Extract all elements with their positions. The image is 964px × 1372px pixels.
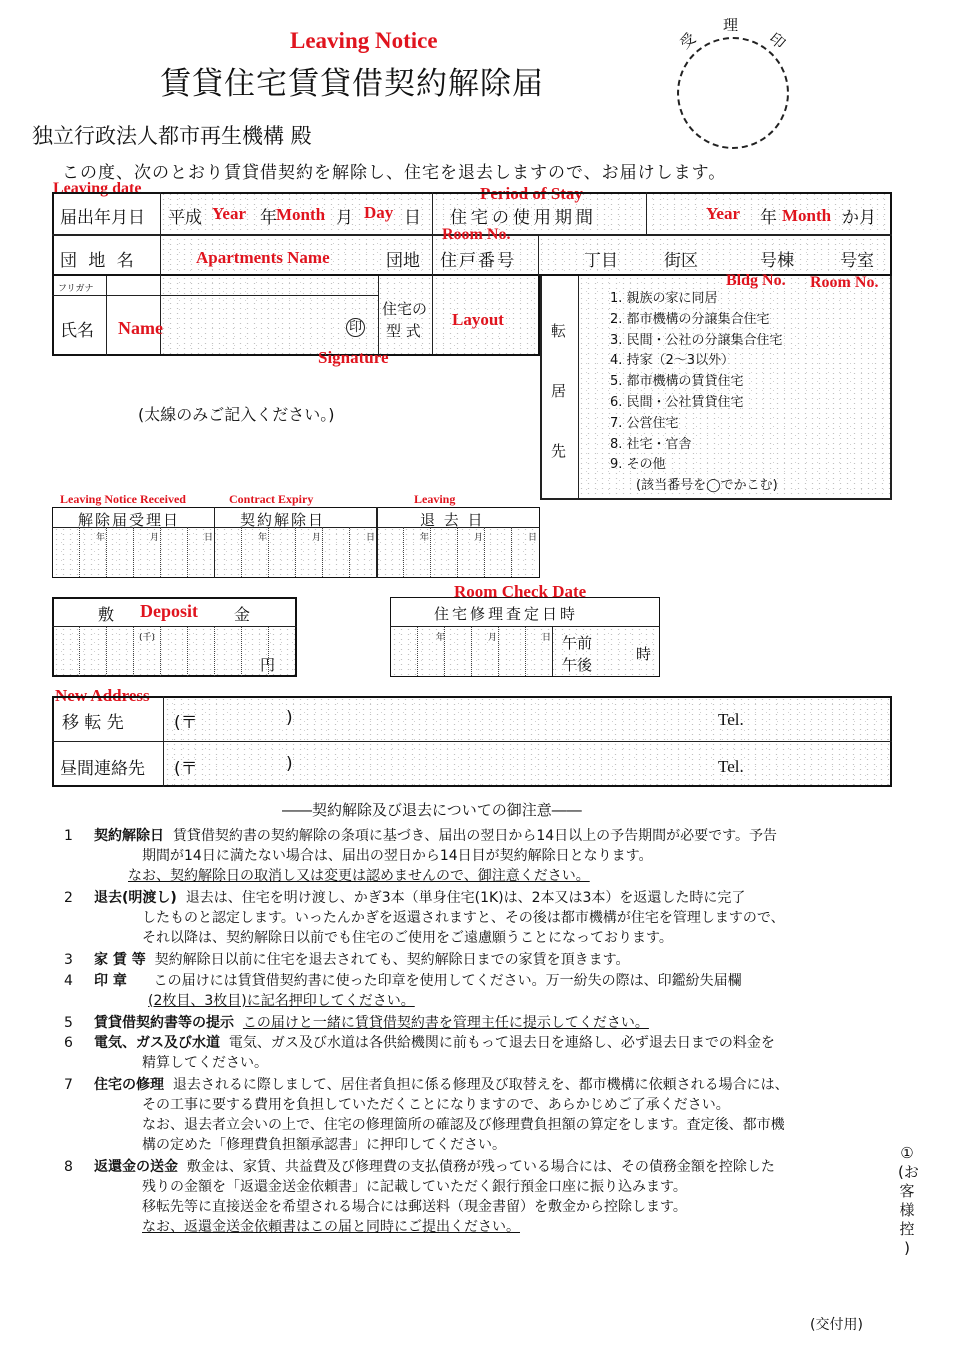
note-title: 住宅の修理 — [94, 1077, 164, 1093]
cell-divider — [403, 527, 404, 577]
note-line: なお、退去者立会いの上で、住宅の修理箇所の確認及び修理費負担額の算定をします。査定後、都市機 — [142, 1117, 785, 1133]
note-number: 7 — [64, 1077, 73, 1093]
name-input[interactable]: Name — [118, 318, 163, 338]
year-unit: 年 — [260, 208, 277, 228]
side-char: 控 — [899, 1220, 915, 1238]
notes-heading: ――契約解除及び退去についての御注意―― — [282, 801, 582, 819]
signature-label-en: Signature — [318, 348, 389, 367]
leaving-label-en: Leaving — [414, 492, 456, 506]
leave-date-label: 退 去 日 — [420, 511, 485, 529]
note-line: 退去は、住宅を明け渡し、かぎ3本（単身住宅(1K)は、2本又は3本）を返還した時に完了 — [185, 890, 746, 906]
month-unit: 月 — [336, 208, 353, 228]
room-check-label-en: Room Check Date — [454, 582, 587, 601]
period-month-input[interactable]: Month — [782, 206, 832, 225]
cell-divider — [525, 627, 526, 676]
month-input[interactable]: Month — [276, 205, 326, 224]
note-line: 移転先等に直接送金を希望される場合には郵送料（現金書留）を敷金から控除します。 — [142, 1199, 687, 1215]
day-tick: 日 — [204, 533, 214, 543]
yen-unit: 円 — [260, 656, 276, 674]
english-title: Leaving Notice — [290, 28, 438, 53]
month-tick: 月 — [312, 533, 322, 543]
house-type-label-2: 型 式 — [386, 322, 421, 340]
destination-label-1: 転 — [551, 322, 567, 340]
period-month-unit: か月 — [842, 208, 876, 228]
day-tick: 日 — [542, 633, 552, 643]
col-divider — [106, 276, 107, 356]
gotou-unit: 号棟 — [760, 251, 794, 271]
note-line: この届けには賃貸借契約書に使った印章を使用してください。万一紛失の際は、印鑑紛失届欄 — [153, 973, 742, 989]
zip-close: ) — [286, 708, 293, 728]
move-tel-label: Tel. — [718, 710, 744, 729]
destination-option[interactable]: 7. 公営住宅 — [610, 415, 679, 431]
destination-option[interactable]: 5. 都市機構の賃貸住宅 — [610, 374, 744, 390]
note-number: 6 — [64, 1035, 73, 1051]
note-3 — [64, 950, 630, 970]
thousand-marker: (千) — [139, 633, 156, 643]
note-title: 電気、ガス及び水道 — [94, 1035, 220, 1051]
cell-divider — [133, 527, 134, 577]
period-label-en: Period of Stay — [480, 184, 583, 203]
side-char: ① — [900, 1144, 914, 1162]
furigana-divider — [52, 295, 378, 296]
cell-divider — [295, 527, 296, 577]
note-number: 3 — [64, 952, 73, 968]
received-label-en: Leaving Notice Received — [60, 492, 186, 506]
note-line: 賃貸借契約書の契約解除の条項に基づき、届出の翌日から14日以上の予告期間が必要です。予告 — [172, 828, 778, 844]
chome-unit: 丁目 — [584, 251, 618, 271]
year-input[interactable]: Year — [212, 204, 246, 223]
row-divider — [52, 626, 297, 627]
zip-close: ) — [286, 754, 293, 774]
name-label: 氏名 — [60, 321, 94, 341]
note-line: 敷金は、家賃、共益費及び修理費の支払債務が残っている場合には、その債務金額を控除した — [186, 1159, 775, 1175]
room-no2-label-en: Room No. — [810, 274, 879, 291]
note-line: 電気、ガス及び水道は各供給機関に前もって退去日を連絡し、必ず退去日までの料金を — [228, 1035, 775, 1051]
day-tick: 日 — [528, 533, 538, 543]
contract-expiry-label-en: Contract Expiry — [229, 492, 314, 506]
issue-copy-label: (交付用) — [810, 1317, 863, 1333]
day-tel-label: Tel. — [718, 757, 744, 776]
note-line: したものと認定します。いったんかぎを返還されますと、その後は都市機構が住宅を管理しますので、 — [142, 910, 785, 926]
cell-divider — [268, 527, 269, 577]
note-number: 4 — [64, 973, 73, 989]
year-tick: 年 — [420, 533, 430, 543]
note-title: 印 章 — [94, 973, 127, 989]
note-line: 退去されるに際しまして、居住者負担に係る修理及び取替えを、都市機構に依頼される場合には、 — [172, 1077, 789, 1093]
cell-divider — [457, 527, 458, 577]
destination-option[interactable]: 8. 社宅・官舎 — [610, 436, 692, 452]
destination-label-2: 居 — [551, 382, 567, 400]
era-label: 平成 — [168, 208, 202, 228]
deposit-label-left: 敷 — [98, 605, 115, 624]
received-date-label: 解除届受理日 — [78, 511, 181, 529]
destination-option[interactable]: 1. 親族の家に同居 — [610, 291, 718, 306]
stamp-char-1: 受 — [676, 29, 700, 53]
row-divider — [52, 741, 892, 742]
period-label: 住宅の使用期間 — [450, 208, 597, 228]
note-line: なお、返還金送金依頼書はこの届と同時にご提出ください。 — [142, 1219, 520, 1235]
note-number: 2 — [64, 890, 73, 906]
cell-divider — [322, 527, 323, 577]
note-8 — [64, 1157, 775, 1237]
note-5 — [64, 1013, 649, 1033]
note-line: 期間が14日に満たない場合は、届出の翌日から14日目が契約解除日となります。 — [142, 848, 653, 864]
cell-divider — [106, 627, 107, 676]
note-4 — [64, 971, 742, 1011]
month-tick: 月 — [150, 533, 160, 543]
col-divider — [378, 276, 379, 356]
cell-divider — [349, 527, 350, 577]
furigana-label: フリガナ — [58, 284, 94, 294]
side-char: 様 — [899, 1201, 915, 1219]
note-number: 5 — [64, 1015, 73, 1031]
col-divider — [214, 507, 215, 578]
customer-copy-note — [898, 1144, 919, 1258]
note-line: 構の定めた「修理費負担額承認書」に押印してください。 — [142, 1137, 506, 1153]
dwelling-no-label: 住戸番号 — [440, 251, 516, 271]
month-tick: 月 — [474, 533, 484, 543]
col-divider — [578, 276, 579, 500]
apartment-name-input[interactable]: Apartments Name — [196, 248, 330, 267]
gaiku-unit: 街区 — [664, 251, 698, 271]
col-divider — [163, 696, 164, 787]
period-year-input[interactable]: Year — [706, 204, 740, 223]
note-line: なお、契約解除日の取消し又は変更は認めませんので、御注意ください。 — [128, 868, 590, 884]
destination-option[interactable]: 6. 民間・公社賃貸住宅 — [610, 394, 744, 410]
note-title: 返還金の送金 — [94, 1159, 178, 1175]
note-number: 1 — [64, 828, 73, 844]
note-line: 契約解除日以前に住宅を退去されても、契約解除日までの家賃を頂きます。 — [154, 952, 630, 968]
note-1 — [64, 826, 777, 886]
period-year-unit: 年 — [760, 208, 777, 228]
year-tick: 年 — [436, 633, 446, 643]
note-line: 残りの金額を「返還金送金依頼書」に記載していただく銀行預金口座に振り込みます。 — [142, 1179, 687, 1195]
day-contact-input[interactable] — [300, 745, 710, 783]
leaving-date-label-en: Leaving date — [53, 180, 142, 197]
cell-divider — [79, 527, 80, 577]
thick-line-note: (太線のみご記入ください。) — [138, 405, 335, 424]
cell-divider — [552, 627, 553, 676]
new-address-label-en: New Address — [55, 686, 150, 705]
day-contact-label: 昼間連絡先 — [60, 759, 145, 779]
note-line: (2枚目、3枚目)に記名押印してください。 — [148, 993, 415, 1009]
destination-option[interactable]: 3. 民間・公社の分譲集合住宅 — [610, 332, 783, 348]
month-tick: 月 — [488, 633, 498, 643]
note-title: 契約解除日 — [94, 828, 164, 844]
stamp-char-3: 印 — [765, 29, 789, 53]
room-no-label-en: Room No. — [442, 226, 511, 243]
cell-divider — [79, 627, 80, 676]
destination-options — [610, 289, 783, 497]
side-char: (お — [898, 1163, 919, 1181]
cell-divider — [471, 627, 472, 676]
cell-divider — [241, 527, 242, 577]
year-tick: 年 — [96, 533, 106, 543]
destination-option[interactable]: 4. 持家（2～3以外） — [610, 353, 735, 369]
stamp-char-2: 理 — [723, 16, 739, 34]
seal-mark: 印 — [346, 318, 365, 337]
side-char: ) — [904, 1239, 910, 1257]
apartment-suffix: 団地 — [386, 251, 420, 271]
note-number: 8 — [64, 1159, 73, 1175]
day-unit: 日 — [404, 208, 421, 228]
col-divider — [376, 507, 378, 578]
note-title: 賃貸借契約書等の提示 — [94, 1015, 234, 1031]
note-line: それ以降は、契約解除日以前でも住宅のご使用をご遠慮願うことになっております。 — [142, 930, 673, 946]
room-check-label: 住宅修理査定日時 — [434, 605, 579, 623]
note-title: 退去(明渡し) — [94, 890, 177, 906]
receipt-stamp-area — [677, 37, 789, 149]
cell-divider — [160, 527, 161, 577]
cell-divider — [106, 527, 107, 577]
cell-divider — [214, 627, 215, 676]
addressee: 独立行政法人都市再生機構 殿 — [32, 124, 312, 148]
zip-prefix: (〒 — [174, 759, 198, 779]
hour-unit: 時 — [636, 645, 652, 663]
cell-divider — [417, 627, 418, 676]
cell-divider — [160, 627, 161, 676]
cell-divider — [498, 627, 499, 676]
cell-divider — [430, 527, 431, 577]
am-option[interactable]: 午前 — [562, 634, 593, 652]
destination-option[interactable]: 9. その他 — [610, 457, 666, 473]
destination-label-3: 先 — [551, 442, 567, 460]
apartment-label: 団 地 名 — [60, 251, 137, 271]
intro-text: この度、次のとおり賃貸借契約を解除し、住宅を退去しますので、お届けします。 — [62, 163, 727, 183]
move-address-label: 移 転 先 — [62, 713, 124, 733]
notify-date-label: 届出年月日 — [60, 208, 145, 228]
cell-divider — [511, 527, 512, 577]
zip-prefix: (〒 — [174, 713, 198, 733]
note-title: 家 賃 等 — [94, 952, 146, 968]
note-6 — [64, 1033, 775, 1073]
year-tick: 年 — [258, 533, 268, 543]
contract-end-label: 契約解除日 — [240, 511, 326, 529]
cell-divider — [187, 627, 188, 676]
cell-divider — [241, 627, 242, 676]
note-line: この届けと一緒に賃貸借契約書を管理主任に提示してください。 — [242, 1015, 649, 1031]
cell-divider — [484, 527, 485, 577]
note-line: 精算してください。 — [142, 1055, 268, 1071]
goushitsu-unit: 号室 — [840, 251, 874, 271]
cell-divider — [187, 527, 188, 577]
form-title: 賃貸住宅賃貸借契約解除届 — [160, 66, 544, 102]
layout-input[interactable]: Layout — [452, 310, 504, 329]
house-type-label-1: 住宅の — [382, 300, 428, 318]
destination-hint: (該当番号を◯でかこむ) — [636, 478, 778, 494]
deposit-label-right: 金 — [234, 605, 251, 624]
col-divider — [646, 192, 647, 234]
col-divider — [538, 234, 539, 276]
destination-option[interactable]: 2. 都市機構の分譲集合住宅 — [610, 311, 770, 327]
side-char: 客 — [899, 1182, 915, 1200]
day-tick: 日 — [366, 533, 376, 543]
note-line: その工事に要する費用を負担していただくことになりますので、あらかじめご了承ください。 — [142, 1097, 730, 1113]
cell-divider — [133, 627, 134, 676]
note-7 — [64, 1075, 789, 1155]
move-address-input[interactable] — [300, 700, 710, 738]
pm-option[interactable]: 午後 — [562, 656, 593, 674]
day-input[interactable]: Day — [364, 203, 394, 222]
bldg-no-label-en: Bldg No. — [726, 272, 786, 289]
deposit-label-en: Deposit — [140, 601, 198, 621]
note-2 — [64, 888, 785, 948]
